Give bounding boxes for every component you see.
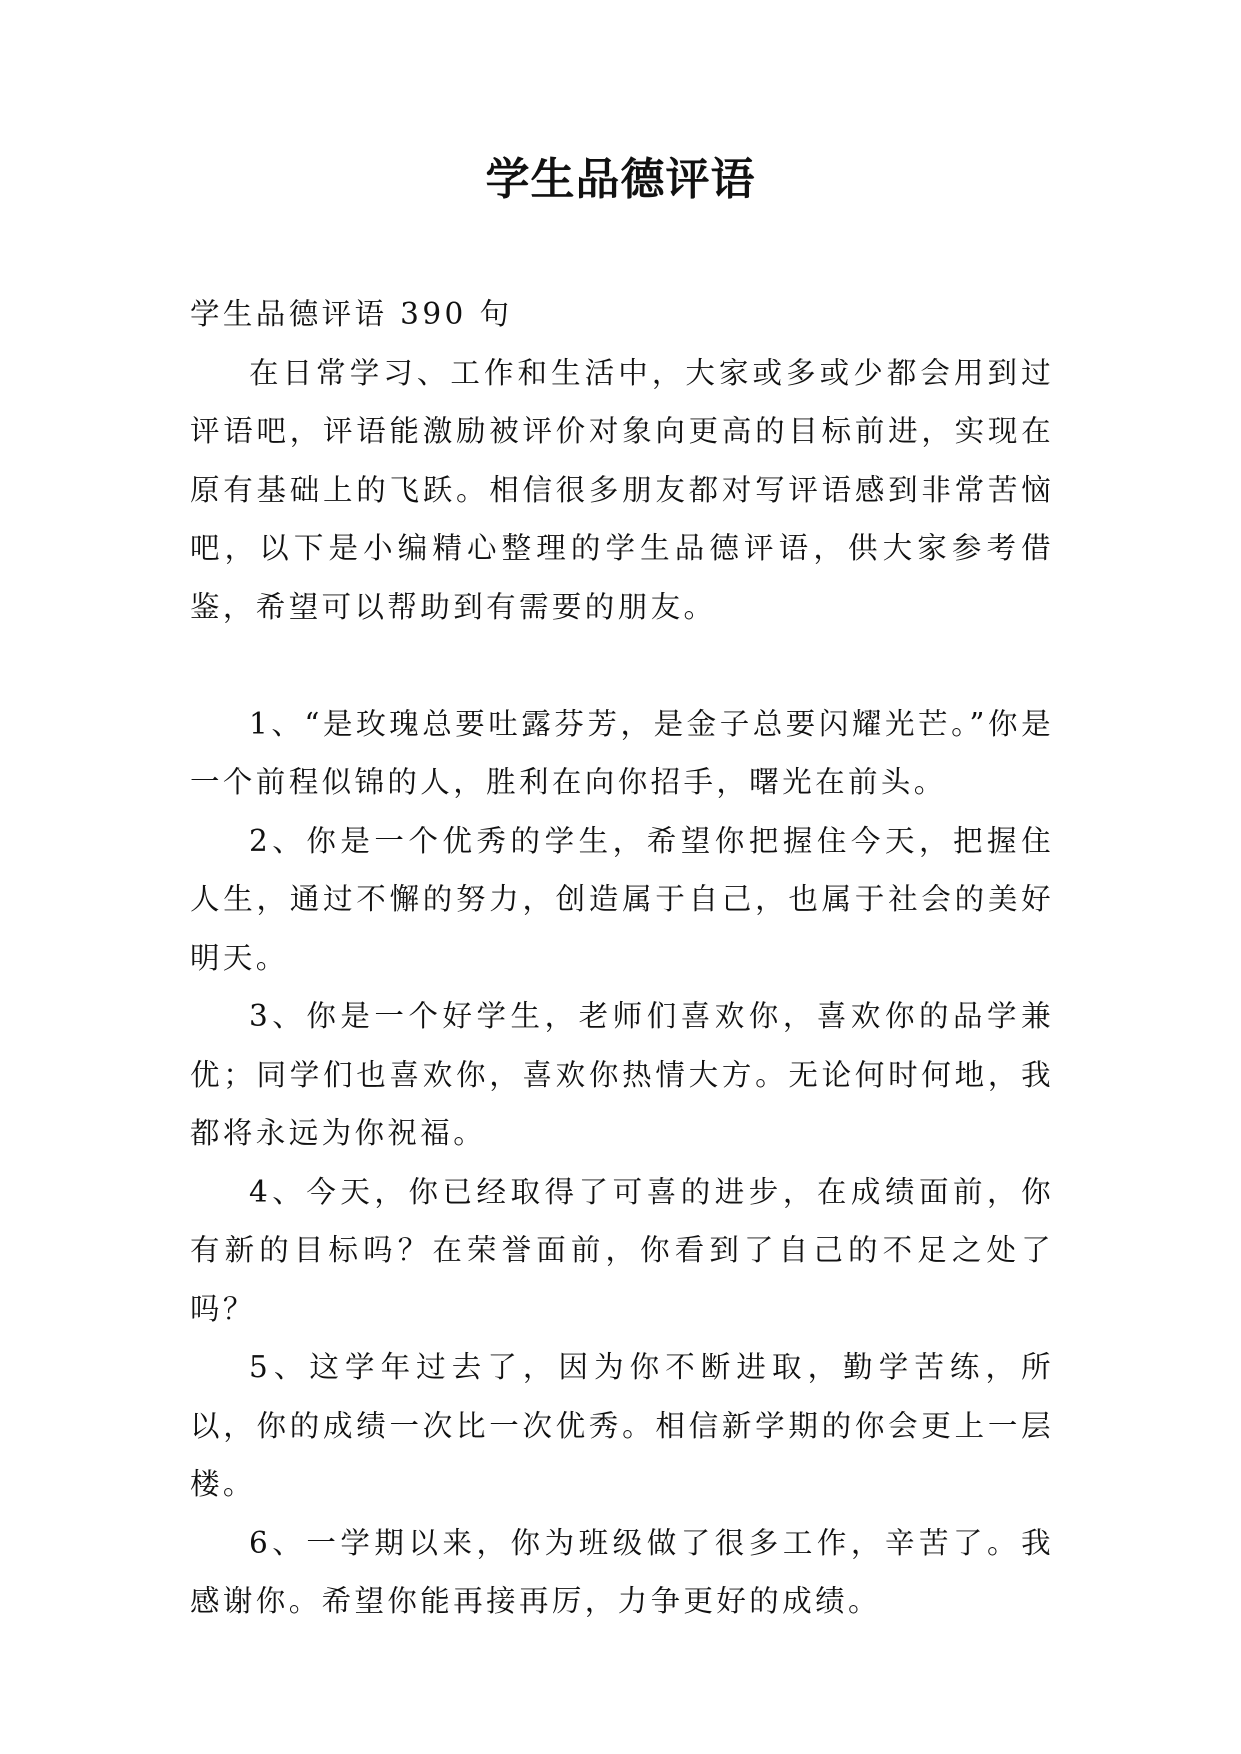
comment-item-1: 1、“是玫瑰总要吐露芬芳，是金子总要闪耀光芒。”你是一个前程似锦的人，胜利在向你招手，曙光在前头。 (190, 706, 1054, 799)
document-body (190, 285, 1054, 1631)
comment-item-2: 2、你是一个优秀的学生，希望你把握住今天，把握住人生，通过不懈的努力，创造属于自己，也属于社会的美好明天。 (190, 823, 1054, 975)
document-title: 学生品德评语 (485, 154, 756, 205)
comment-item-3: 3、你是一个好学生，老师们喜欢你，喜欢你的品学兼优；同学们也喜欢你，喜欢你热情大方。无论何时何地，我都将永远为你祝福。 (190, 999, 1054, 1150)
comment-item-6: 6、一学期以来，你为班级做了很多工作，辛苦了。我感谢你。希望你能再接再厉，力争更好的成绩。 (190, 1525, 1054, 1618)
document-subtitle: 学生品德评语 390 句 (190, 297, 513, 331)
comment-item-5: 5、这学年过去了，因为你不断进取，勤学苦练，所以，你的成绩一次比一次优秀。相信新学期的你会更上一层楼。 (190, 1350, 1054, 1501)
intro-paragraph: 在日常学习、工作和生活中，大家或多或少都会用到过评语吧，评语能激励被评价对象向更高的目标前进，实现在原有基础上的飞跃。相信很多朋友都对写评语感到非常苦恼吧，以下是小编精心整理的学生品德评语，供大家参考借鉴，希望可以帮助到有需要的朋友。 (190, 355, 1054, 624)
comment-item-4: 4、今天，你已经取得了可喜的进步，在成绩面前，你有新的目标吗？在荣誉面前，你看到了自己的不足之处了吗？ (190, 1174, 1054, 1326)
paragraph-spacer (190, 636, 1054, 695)
